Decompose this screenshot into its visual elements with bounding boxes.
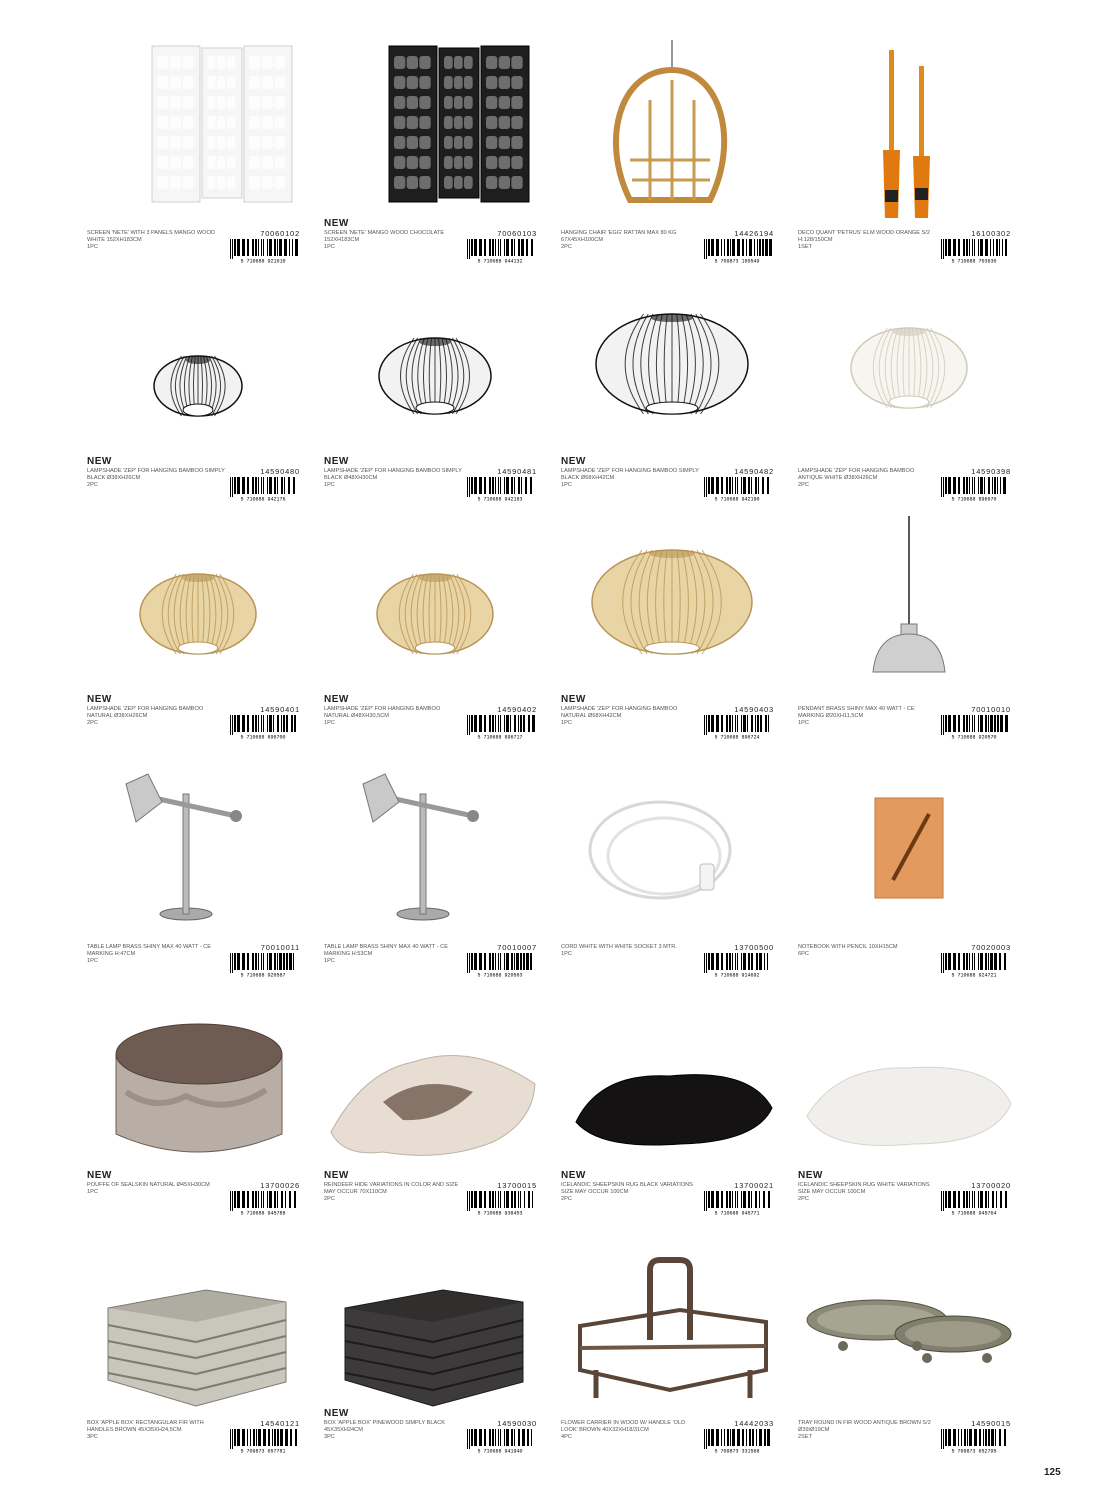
- product-name: SCREEN 'NETE' MANGO WOOD CHOCOLATE 152XH183CM: [324, 230, 445, 243]
- product-description: [561, 468, 701, 489]
- product-card: [560, 992, 784, 1230]
- product-name: POUFFE OF SEALSKIN NATURAL Ø45XH30CM: [87, 1182, 210, 1188]
- product-name: TABLE LAMP BRASS SHINY MAX 40 WATT - CE MARKING H:53CM: [324, 944, 448, 957]
- product-description: [324, 1420, 464, 1441]
- product-image-trays: [797, 1230, 1021, 1408]
- product-code: 14590482: [734, 467, 774, 476]
- product-card: [86, 754, 310, 992]
- svg-text:5 710688 944132: 5 710688 944132: [477, 258, 523, 263]
- barcode: [226, 1429, 300, 1453]
- product-row: [86, 278, 1036, 516]
- product-description: [87, 230, 227, 251]
- product-code: 70010011: [260, 943, 300, 952]
- product-row: [86, 754, 1036, 992]
- product-card: [86, 1230, 310, 1468]
- product-image-shade-black-large: [560, 278, 784, 456]
- product-name: CORD WHITE WITH WHITE SOCKET 3 MTR.: [561, 944, 677, 950]
- product-code: 14590402: [497, 705, 537, 714]
- new-badge: NEW: [798, 1170, 823, 1181]
- product-name: REINDEER HIDE VARIATIONS IN COLOR AND SIZE MAY OCCUR 70X110CM: [324, 1182, 459, 1195]
- new-badge: NEW: [324, 1408, 349, 1419]
- product-quantity: 2SET: [798, 1434, 812, 1440]
- product-card: [86, 40, 310, 278]
- barcode: [700, 477, 774, 501]
- svg-text:5 710688 896717: 5 710688 896717: [477, 734, 523, 739]
- product-image-screen-white: [86, 40, 310, 218]
- product-description: [798, 944, 938, 958]
- product-quantity: 1PC: [324, 482, 335, 488]
- barcode: [226, 477, 300, 501]
- svg-text:5 710688 942183: 5 710688 942183: [477, 496, 523, 501]
- product-description: [798, 706, 938, 727]
- svg-text:5 710688 945764: 5 710688 945764: [951, 1210, 997, 1215]
- new-badge: NEW: [324, 1170, 349, 1181]
- product-card: [560, 278, 784, 516]
- product-card: [797, 754, 1021, 992]
- product-card: [797, 1230, 1021, 1468]
- barcode: [700, 953, 774, 977]
- product-image-shade-natural-small: [86, 516, 310, 694]
- barcode: [937, 1429, 1011, 1453]
- product-name: LAMPSHADE 'ZEP' FOR HANGING BAMBOO SIMPLY BLACK Ø68XH42CM: [561, 468, 699, 481]
- product-code: 13700026: [260, 1181, 300, 1190]
- product-image-cord: [560, 754, 784, 932]
- product-name: TABLE LAMP BRASS SHINY MAX 40 WATT - CE MARKING H:47CM: [87, 944, 211, 957]
- svg-text:5 710688 896724: 5 710688 896724: [714, 734, 760, 739]
- product-card: [323, 40, 547, 278]
- new-badge: NEW: [561, 1170, 586, 1181]
- product-card: [797, 516, 1021, 754]
- product-card: [86, 278, 310, 516]
- product-description: [324, 468, 464, 489]
- product-quantity: 2PC: [561, 1196, 572, 1202]
- product-image-screen-black: [323, 40, 547, 218]
- product-code: 16100302: [971, 229, 1011, 238]
- product-code: 70060102: [260, 229, 300, 238]
- product-name: HANGING CHAIR 'EGG' RATTAN MAX 80 KG 67X45XH100CM: [561, 230, 677, 243]
- barcode: [463, 953, 537, 977]
- product-description: [798, 230, 938, 251]
- product-card: [560, 40, 784, 278]
- product-code: 70020003: [971, 943, 1011, 952]
- svg-text:5 710688 896670: 5 710688 896670: [951, 496, 997, 501]
- product-code: 14590015: [971, 1419, 1011, 1428]
- new-badge: NEW: [324, 694, 349, 705]
- product-image-oars: [797, 40, 1021, 218]
- product-quantity: 1PC: [798, 720, 809, 726]
- product-card: [323, 992, 547, 1230]
- product-name: DECO QUANT 'PETRUS' ELM WOOD ORANGE S/2 H:128/150CM: [798, 230, 930, 243]
- product-image-sheepskin-white: [797, 992, 1021, 1170]
- barcode: [226, 953, 300, 977]
- product-quantity: 1PC: [87, 958, 98, 964]
- svg-text:5 710688 921010: 5 710688 921010: [240, 258, 286, 263]
- product-description: [324, 706, 464, 727]
- product-image-pendant: [797, 516, 1021, 694]
- product-card: [560, 516, 784, 754]
- svg-text:5 710688 703630: 5 710688 703630: [951, 258, 997, 263]
- product-code: 14590401: [260, 705, 300, 714]
- barcode: [226, 715, 300, 739]
- barcode: [937, 477, 1011, 501]
- product-row: [86, 40, 1036, 278]
- product-code: 14590030: [497, 1419, 537, 1428]
- product-code: 14540121: [260, 1419, 300, 1428]
- svg-text:5 710688 945771: 5 710688 945771: [714, 1210, 760, 1215]
- product-card: [323, 754, 547, 992]
- product-code: 13700500: [734, 943, 774, 952]
- svg-text:5 710688 920570: 5 710688 920570: [951, 734, 997, 739]
- product-card: [323, 516, 547, 754]
- product-description: [87, 468, 227, 489]
- svg-text:5 709873 657781: 5 709873 657781: [240, 1448, 286, 1453]
- product-quantity: 2PC: [798, 482, 809, 488]
- product-image-crate-black: [323, 1230, 547, 1408]
- product-name: LAMPSHADE 'ZEP' FOR HANGING BAMBOO NATURAL Ø38XH26CM: [87, 706, 204, 719]
- product-description: [561, 1182, 701, 1203]
- barcode: [700, 1429, 774, 1453]
- product-quantity: 1SET: [798, 244, 812, 250]
- product-name: BOX 'APPLE BOX' PINEWOOD SIMPLY BLACK 45X35XH24CM: [324, 1420, 445, 1433]
- product-code: 14442033: [734, 1419, 774, 1428]
- new-badge: NEW: [87, 1170, 112, 1181]
- product-image-pouffe: [86, 992, 310, 1170]
- product-code: 14590398: [971, 467, 1011, 476]
- svg-text:5 710688 920587: 5 710688 920587: [240, 972, 286, 977]
- product-name: LAMPSHADE 'ZEP' FOR HANGING BAMBOO NATURAL Ø48XH30,5CM: [324, 706, 441, 719]
- product-description: [561, 230, 701, 251]
- product-name: ICELANDIC SHEEPSKIN RUG WHITE VARIATIONS SIZE MAY OCCUR 100CM: [798, 1182, 930, 1195]
- product-quantity: 1PC: [561, 482, 572, 488]
- product-card: [797, 40, 1021, 278]
- product-row: [86, 992, 1036, 1230]
- product-description: [87, 1182, 227, 1196]
- new-badge: NEW: [324, 456, 349, 467]
- product-quantity: 1PC: [87, 244, 98, 250]
- product-description: [87, 1420, 227, 1441]
- product-code: 13700021: [734, 1181, 774, 1190]
- product-image-sheepskin-black: [560, 992, 784, 1170]
- product-description: [324, 944, 464, 965]
- product-description: [561, 1420, 701, 1441]
- product-quantity: 2PC: [87, 482, 98, 488]
- product-card: [86, 516, 310, 754]
- page-number: 125: [1044, 1467, 1061, 1478]
- product-code: 13700015: [497, 1181, 537, 1190]
- product-name: SCREEN 'NETE' WITH 3 PANELS MANGO WOOD WHITE 152XH183CM: [87, 230, 215, 243]
- product-name: NOTEBOOK WITH PENCIL 10XH15CM: [798, 944, 898, 950]
- product-image-reindeer-hide: [323, 992, 547, 1170]
- product-image-table-lamp-large: [86, 754, 310, 932]
- product-description: [324, 230, 464, 251]
- barcode: [463, 477, 537, 501]
- product-name: PENDANT BRASS SHINY MAX 40 WATT - CE MARKING Ø20XH11,5CM: [798, 706, 915, 719]
- product-description: [324, 1182, 464, 1203]
- barcode: [226, 239, 300, 263]
- product-name: BOX 'APPLE BOX' RECTANGULAR FIR WITH HANDLES BROWN 45X35XH24,5CM: [87, 1420, 204, 1433]
- product-card: [797, 992, 1021, 1230]
- product-quantity: 2PC: [561, 244, 572, 250]
- product-quantity: 4PC: [561, 1434, 572, 1440]
- product-name: LAMPSHADE 'ZEP' FOR HANGING BAMBOO SIMPLY BLACK Ø48XH30CM: [324, 468, 462, 481]
- product-quantity: 1PC: [561, 951, 572, 957]
- product-name: TRAY ROUND IN FIR WOOD ANTIQUE BROWN S/2 Ø39/Ø19CM: [798, 1420, 931, 1433]
- barcode: [463, 239, 537, 263]
- new-badge: NEW: [561, 694, 586, 705]
- product-code: 70010010: [971, 705, 1011, 714]
- barcode: [700, 239, 774, 263]
- product-image-shade-black-small: [86, 278, 310, 456]
- barcode: [463, 715, 537, 739]
- product-row: [86, 516, 1036, 754]
- new-badge: NEW: [561, 456, 586, 467]
- product-row: [86, 1230, 1036, 1468]
- svg-text:5 710688 942176: 5 710688 942176: [240, 496, 286, 501]
- product-image-flower-carrier: [560, 1230, 784, 1408]
- svg-text:5 710688 942190: 5 710688 942190: [714, 496, 760, 501]
- product-code: 14590481: [497, 467, 537, 476]
- product-quantity: 2PC: [324, 1196, 335, 1202]
- product-description: [561, 706, 701, 727]
- product-description: [87, 706, 227, 727]
- product-quantity: 6PC: [798, 951, 809, 957]
- barcode: [463, 1429, 537, 1453]
- product-card: [797, 278, 1021, 516]
- new-badge: NEW: [324, 218, 349, 229]
- product-name: LAMPSHADE 'ZEP' FOR HANGING BAMBOO ANTIQUE WHITE Ø38XH26CM: [798, 468, 915, 481]
- product-description: [561, 944, 701, 958]
- product-quantity: 1PC: [324, 720, 335, 726]
- product-description: [798, 1182, 938, 1203]
- product-quantity: 2PC: [87, 720, 98, 726]
- svg-text:5 709873 160549: 5 709873 160549: [714, 258, 760, 263]
- svg-text:5 710688 920563: 5 710688 920563: [477, 972, 523, 977]
- new-badge: NEW: [87, 694, 112, 705]
- product-description: [87, 944, 227, 965]
- barcode: [937, 953, 1011, 977]
- product-quantity: 1PC: [324, 958, 335, 964]
- barcode: [226, 1191, 300, 1215]
- product-code: 70060103: [497, 229, 537, 238]
- product-card: [560, 754, 784, 992]
- product-quantity: 3PC: [324, 1434, 335, 1440]
- svg-text:5 710688 896700: 5 710688 896700: [240, 734, 286, 739]
- product-code: 14590403: [734, 705, 774, 714]
- product-description: [798, 468, 938, 489]
- product-card: [323, 278, 547, 516]
- svg-text:5 710688 941940: 5 710688 941940: [477, 1448, 523, 1453]
- product-image-shade-natural-medium: [323, 516, 547, 694]
- barcode: [937, 239, 1011, 263]
- barcode: [937, 715, 1011, 739]
- product-image-shade-white: [797, 278, 1021, 456]
- product-code: 13700020: [971, 1181, 1011, 1190]
- product-image-table-lamp-small: [323, 754, 547, 932]
- product-card: [323, 1230, 547, 1468]
- barcode: [700, 715, 774, 739]
- svg-text:5 710688 924721: 5 710688 924721: [951, 972, 997, 977]
- product-code: 70010007: [497, 943, 537, 952]
- product-image-egg-chair: [560, 40, 784, 218]
- product-name: LAMPSHADE 'ZEP' FOR HANGING BAMBOO SIMPLY BLACK Ø38XH26CM: [87, 468, 225, 481]
- product-image-notebook: [797, 754, 1021, 932]
- svg-text:5 709873 331568: 5 709873 331568: [714, 1448, 760, 1453]
- product-quantity: 1PC: [561, 720, 572, 726]
- product-card: [560, 1230, 784, 1468]
- product-name: ICELANDIC SHEEPSKIN RUG BLACK VARIATIONS SIZE MAY OCCUR 100CM: [561, 1182, 693, 1195]
- product-image-shade-natural-large: [560, 516, 784, 694]
- product-image-crate-grey: [86, 1230, 310, 1408]
- product-quantity: 3PC: [87, 1434, 98, 1440]
- product-image-shade-black-medium: [323, 278, 547, 456]
- product-quantity: 1PC: [324, 244, 335, 250]
- product-quantity: 1PC: [87, 1189, 98, 1195]
- svg-text:5 709873 652795: 5 709873 652795: [951, 1448, 997, 1453]
- barcode: [463, 1191, 537, 1215]
- barcode: [700, 1191, 774, 1215]
- svg-text:5 710688 914692: 5 710688 914692: [714, 972, 760, 977]
- product-name: FLOWER CARRIER IN WOOD W/ HANDLE 'OLD LOOK' BROWN 40X32XH18/31CM: [561, 1420, 686, 1433]
- new-badge: NEW: [87, 456, 112, 467]
- product-code: 14426194: [734, 229, 774, 238]
- barcode: [937, 1191, 1011, 1215]
- product-code: 14590480: [260, 467, 300, 476]
- product-description: [798, 1420, 938, 1441]
- product-card: [86, 992, 310, 1230]
- product-quantity: 2PC: [798, 1196, 809, 1202]
- svg-text:5 710688 938453: 5 710688 938453: [477, 1210, 523, 1215]
- svg-text:5 710688 945788: 5 710688 945788: [240, 1210, 286, 1215]
- product-name: LAMPSHADE 'ZEP' FOR HANGING BAMBOO NATURAL Ø68XH42CM: [561, 706, 678, 719]
